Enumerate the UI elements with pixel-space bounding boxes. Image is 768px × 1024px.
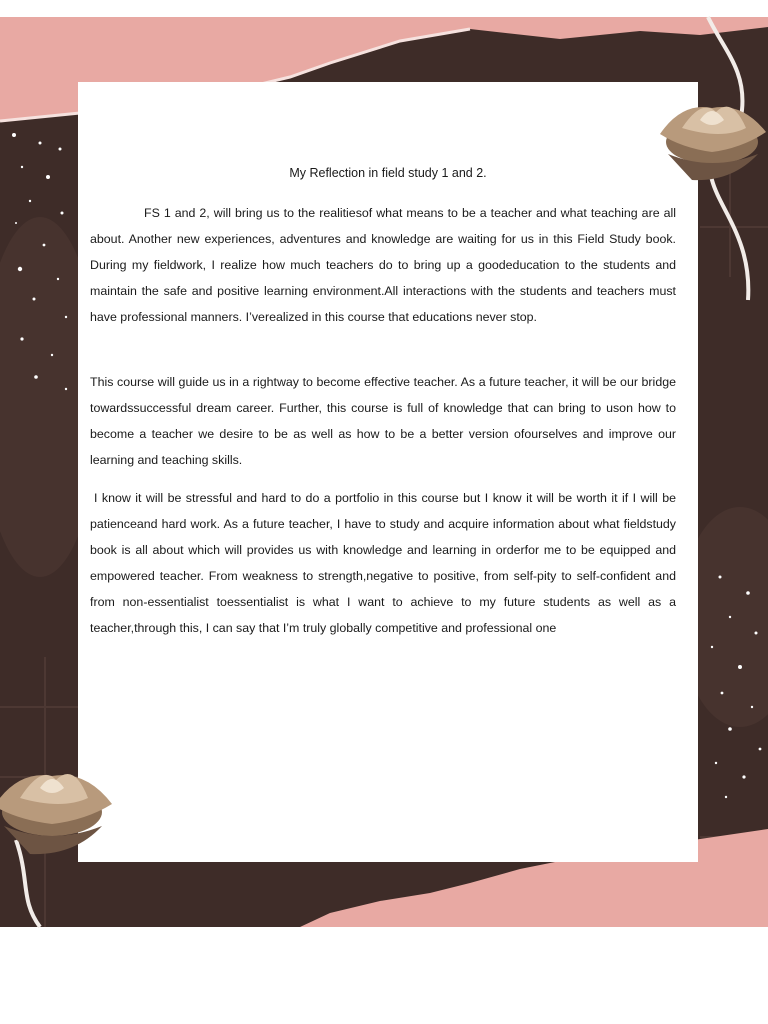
paragraph-3: I know it will be stressful and hard to do a portfolio in this course but I know it will be worth it if I will be patienceand hard work. As a future teacher, I have to study and acquire information about what fieldstudy book is all about which will provides us with knowledge and learning in orderfor me to be equipped and empowered teacher. From weakness to strength,negative to positive, from self-pity to self-confident and from non-essentialist toessentialist is what I want to achieve to my future students as well as a teacher,through this, I can say that I’m truly globally competitive and professional one — [90, 491, 676, 635]
document-title: My Reflection in field study 1 and 2. — [289, 166, 487, 180]
paragraph-1: FS 1 and 2, will bring us to the realitiesof what means to be a teacher and what teaching are all about. Another new experiences, adventures and knowledge are waiting for us in this Field Study book. During my fieldwork, I realize how much teachers do to bring up a goodeducation to the students and maintain the safe and positive learning environment.All interactions with the students and teachers must have professional manners. I’verealized in this course that educations never stop. — [90, 206, 676, 324]
paragraph-2: This course will guide us in a rightway to become effective teacher. As a future teacher, it will be our bridge towardssuccessful dream career. Further, this course is full of knowledge that can bring to uson how to become a teacher we desire to be as well as how to be a better version ofourselves and improve our learning and teaching skills. — [90, 375, 676, 467]
document-sheet — [78, 82, 698, 862]
